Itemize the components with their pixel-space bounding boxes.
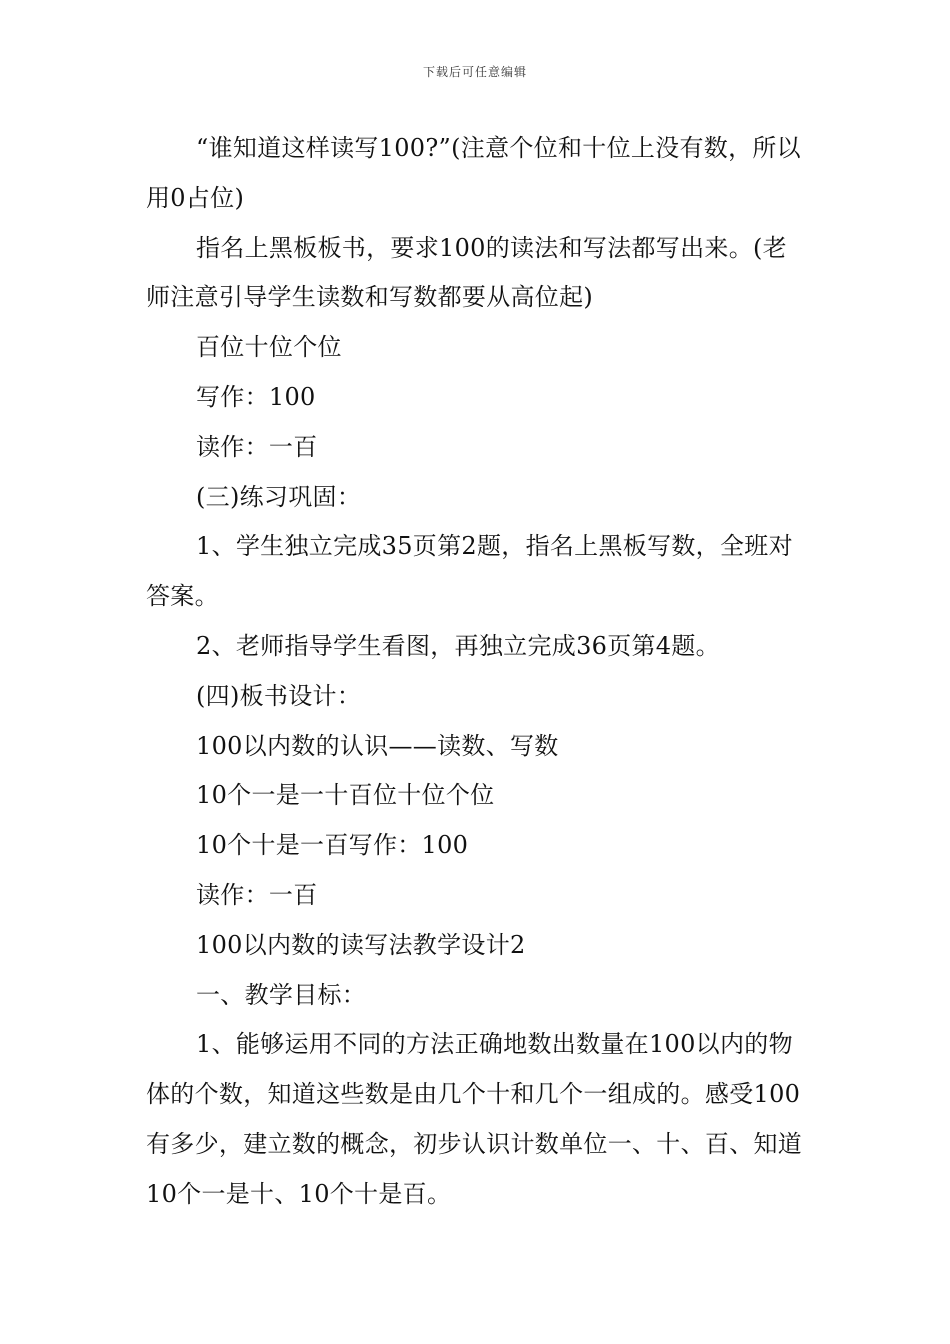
section-heading: (三)练习巩固： (196, 482, 362, 511)
paragraph: 百位十位个位 (196, 333, 342, 362)
document-title: 100以内数的读写法教学设计2 (196, 930, 526, 959)
page-header: 下载后可任意编辑 (422, 65, 527, 79)
paragraph: 100以内数的认识——读数、写数 (196, 731, 559, 760)
document-body (146, 124, 806, 1220)
paragraph: 1、能够运用不同的方法正确地数出数量在100以内的物体的个数，知道这些数是由几个十和几个一组成的。感受100有多少，建立数的概念，初步认识计数单位一、十、百、知道10个一是十、10个十是百。 (146, 1030, 803, 1208)
paragraph: 读作：一百 (196, 880, 318, 909)
section-heading: 一、教学目标： (196, 980, 367, 1009)
section-heading: (四)板书设计： (196, 681, 362, 710)
paragraph: 10个十是一百写作：100 (196, 831, 469, 860)
paragraph: 10个一是一十百位十位个位 (196, 781, 495, 810)
paragraph: 1、学生独立完成35页第2题，指名上黑板写数，全班对答案。 (146, 532, 793, 611)
paragraph: 指名上黑板板书，要求100的读法和写法都写出来。(老师注意引导学生读数和写数都要从高位起) (146, 233, 787, 312)
paragraph: 2、老师指导学生看图，再独立完成36页第4题。 (196, 631, 720, 660)
paragraph: “谁知道这样读写100?”(注意个位和十位上没有数，所以用0占位) (146, 134, 801, 212)
paragraph: 读作：一百 (196, 432, 318, 461)
paragraph: 写作：100 (196, 382, 316, 411)
